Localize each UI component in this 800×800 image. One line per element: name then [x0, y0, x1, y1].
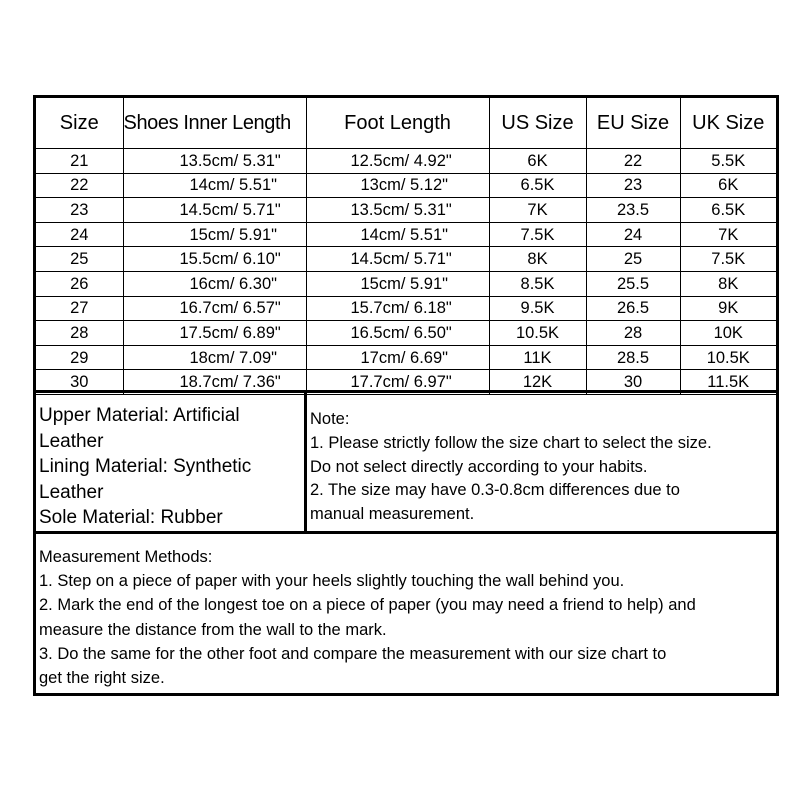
header-size: Size: [36, 98, 123, 149]
note-title: Note:: [310, 410, 350, 428]
cell-size: 28: [36, 321, 123, 346]
cell-eu-size: 30: [586, 370, 680, 395]
cell-foot-length: 14cm/ 5.51": [306, 222, 489, 247]
section-divider: [36, 531, 776, 534]
table-row: [36, 321, 776, 346]
measurement-title: Measurement Methods:: [39, 548, 213, 566]
cell-size: 26: [36, 271, 123, 296]
cell-us-size: 6K: [489, 149, 586, 174]
cell-us-size: 8.5K: [489, 271, 586, 296]
measurement-line: 1. Step on a piece of paper with your heels slightly touching the wall behind you.: [39, 572, 625, 591]
header-uk-size: UK Size: [680, 98, 776, 149]
cell-foot-length: 12.5cm/ 4.92": [306, 149, 489, 174]
column-divider: [304, 393, 307, 531]
header-us-size: US Size: [489, 98, 586, 149]
cell-uk-size: 7K: [680, 222, 776, 247]
cell-us-size: 12K: [489, 370, 586, 395]
cell-foot-length: 13.5cm/ 5.31": [306, 198, 489, 223]
cell-size: 21: [36, 149, 123, 174]
cell-uk-size: 5.5K: [680, 149, 776, 174]
note-line: manual measurement.: [310, 505, 475, 524]
cell-foot-length: 15cm/ 5.91": [306, 271, 489, 296]
table-row: [36, 198, 776, 223]
cell-inner-length: 16cm/ 6.30": [123, 271, 306, 296]
cell-size: 29: [36, 345, 123, 370]
section-divider: [36, 390, 776, 393]
cell-uk-size: 7.5K: [680, 247, 776, 272]
cell-eu-size: 22: [586, 149, 680, 174]
cell-inner-length: 14cm/ 5.51": [123, 173, 306, 198]
note-line: Do not select directly according to your habits.: [310, 457, 648, 476]
cell-eu-size: 25: [586, 247, 680, 272]
cell-foot-length: 13cm/ 5.12": [306, 173, 489, 198]
header-eu-size: EU Size: [586, 98, 680, 149]
cell-eu-size: 24: [586, 222, 680, 247]
cell-inner-length: 18.7cm/ 7.36": [123, 370, 306, 395]
cell-size: 30: [36, 370, 123, 395]
cell-uk-size: 6K: [680, 173, 776, 198]
cell-us-size: 9.5K: [489, 296, 586, 321]
table-row: [36, 247, 776, 272]
note-line: 2. The size may have 0.3-0.8cm differences due to: [310, 481, 680, 500]
table-row: [36, 271, 776, 296]
table-row: [36, 173, 776, 198]
header-shoes-inner-length: Shoes Inner Length: [123, 98, 306, 149]
measurement-line: 2. Mark the end of the longest toe on a piece of paper (you may need a friend to help) and: [39, 596, 696, 615]
cell-eu-size: 28: [586, 321, 680, 346]
materials-section: [39, 403, 301, 531]
cell-us-size: 7.5K: [489, 222, 586, 247]
cell-uk-size: 6.5K: [680, 198, 776, 223]
cell-size: 25: [36, 247, 123, 272]
cell-uk-size: 11.5K: [680, 370, 776, 395]
cell-foot-length: 16.5cm/ 6.50": [306, 321, 489, 346]
cell-eu-size: 26.5: [586, 296, 680, 321]
material-line: Sole Material: Rubber: [39, 507, 223, 529]
cell-uk-size: 9K: [680, 296, 776, 321]
table-header-row: [36, 98, 776, 149]
cell-inner-length: 15cm/ 5.91": [123, 222, 306, 247]
cell-inner-length: 18cm/ 7.09": [123, 345, 306, 370]
material-line: Upper Material: Artificial: [39, 405, 240, 426]
cell-inner-length: 17.5cm/ 6.89": [123, 321, 306, 346]
measurement-methods-section: [39, 545, 775, 690]
cell-foot-length: 17.7cm/ 6.97": [306, 370, 489, 395]
header-foot-length: Foot Length: [306, 98, 489, 149]
table-row: [36, 345, 776, 370]
cell-uk-size: 10.5K: [680, 345, 776, 370]
cell-foot-length: 14.5cm/ 5.71": [306, 247, 489, 272]
note-line: 1. Please strictly follow the size chart to select the size.: [310, 433, 712, 452]
table-row: [36, 296, 776, 321]
table-row: [36, 149, 776, 174]
material-line: Leather: [39, 481, 104, 503]
cell-inner-length: 15.5cm/ 6.10": [123, 247, 306, 272]
cell-inner-length: 16.7cm/ 6.57": [123, 296, 306, 321]
measurement-line: 3. Do the same for the other foot and compare the measurement with our size chart to: [39, 644, 667, 663]
cell-us-size: 8K: [489, 247, 586, 272]
cell-size: 23: [36, 198, 123, 223]
measurement-line: get the right size.: [39, 669, 165, 688]
cell-us-size: 11K: [489, 345, 586, 370]
cell-uk-size: 8K: [680, 271, 776, 296]
material-line: Lining Material: Synthetic: [39, 456, 252, 478]
cell-us-size: 10.5K: [489, 321, 586, 346]
cell-eu-size: 23.5: [586, 198, 680, 223]
size-chart-frame: [33, 95, 779, 696]
cell-eu-size: 28.5: [586, 345, 680, 370]
cell-us-size: 6.5K: [489, 173, 586, 198]
cell-foot-length: 17cm/ 6.69": [306, 345, 489, 370]
cell-eu-size: 23: [586, 173, 680, 198]
size-table: [36, 98, 776, 395]
measurement-line: measure the distance from the wall to the mark.: [39, 620, 387, 639]
cell-uk-size: 10K: [680, 321, 776, 346]
cell-us-size: 7K: [489, 198, 586, 223]
cell-inner-length: 13.5cm/ 5.31": [123, 149, 306, 174]
cell-size: 24: [36, 222, 123, 247]
cell-eu-size: 25.5: [586, 271, 680, 296]
cell-size: 27: [36, 296, 123, 321]
cell-inner-length: 14.5cm/ 5.71": [123, 198, 306, 223]
material-line: Leather: [39, 430, 104, 452]
cell-foot-length: 15.7cm/ 6.18": [306, 296, 489, 321]
note-section: [310, 408, 776, 527]
table-row: [36, 222, 776, 247]
cell-size: 22: [36, 173, 123, 198]
